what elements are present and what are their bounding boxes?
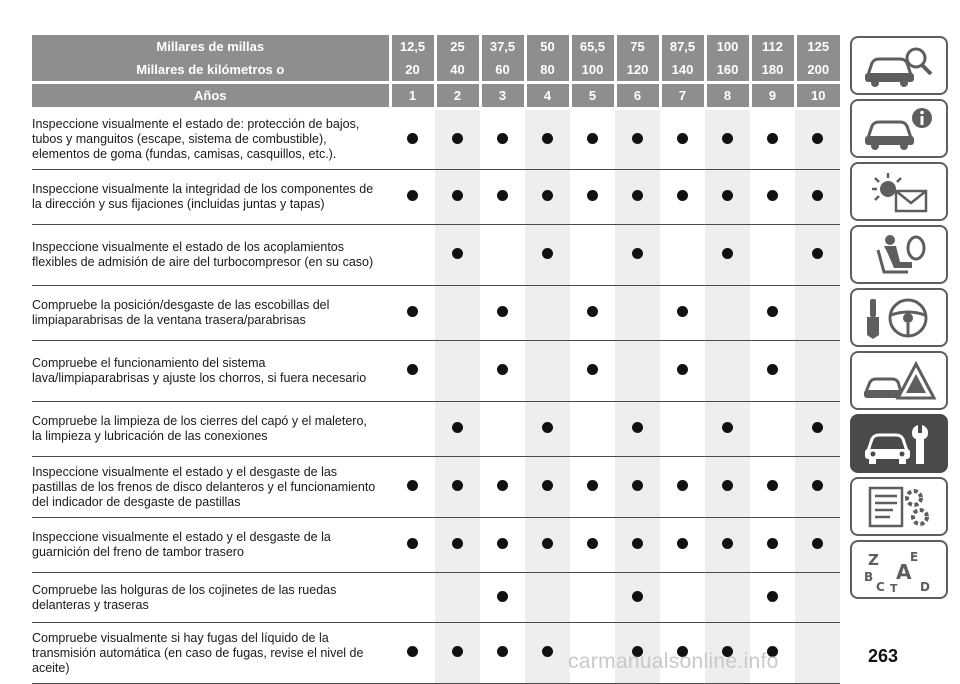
check-dot bbox=[542, 480, 553, 491]
check-dot bbox=[587, 480, 598, 491]
interval-cell bbox=[660, 457, 705, 518]
check-dot bbox=[452, 480, 463, 491]
table-row bbox=[32, 457, 840, 518]
check-dot bbox=[812, 480, 823, 491]
header-interval: 200 bbox=[795, 58, 840, 83]
interval-cell bbox=[525, 623, 570, 684]
interval-cell bbox=[660, 286, 705, 341]
interval-cell bbox=[705, 170, 750, 225]
check-dot bbox=[452, 190, 463, 201]
interval-cell bbox=[705, 341, 750, 402]
interval-cell bbox=[795, 170, 840, 225]
interval-cell bbox=[390, 573, 435, 623]
check-dot bbox=[452, 538, 463, 549]
check-dot bbox=[587, 538, 598, 549]
chapter-tab[interactable] bbox=[850, 414, 948, 473]
interval-cell bbox=[480, 225, 525, 286]
interval-cell bbox=[570, 225, 615, 286]
interval-cell bbox=[480, 457, 525, 518]
key-steering-wheel-icon bbox=[860, 295, 938, 341]
svg-text:B: B bbox=[864, 569, 874, 584]
check-dot bbox=[722, 133, 733, 144]
interval-cell bbox=[435, 341, 480, 402]
check-dot bbox=[767, 364, 778, 375]
interval-cell bbox=[525, 518, 570, 573]
table-row bbox=[32, 170, 840, 225]
interval-cell bbox=[615, 225, 660, 286]
chapter-tab[interactable] bbox=[850, 99, 948, 158]
header-interval: 80 bbox=[525, 58, 570, 83]
interval-cell bbox=[615, 109, 660, 170]
check-dot bbox=[452, 133, 463, 144]
interval-cell bbox=[525, 225, 570, 286]
interval-cell bbox=[570, 109, 615, 170]
interval-cell bbox=[660, 518, 705, 573]
check-dot bbox=[632, 480, 643, 491]
chapter-tab[interactable] bbox=[850, 477, 948, 536]
check-dot bbox=[812, 538, 823, 549]
check-dot bbox=[632, 591, 643, 602]
check-dot bbox=[677, 480, 688, 491]
interval-cell bbox=[750, 457, 795, 518]
interval-cell bbox=[390, 286, 435, 341]
interval-cell bbox=[435, 225, 480, 286]
check-dot bbox=[812, 248, 823, 259]
check-dot bbox=[452, 646, 463, 657]
header-interval: 112 bbox=[750, 35, 795, 58]
interval-cell bbox=[570, 170, 615, 225]
task-description: Compruebe la limpieza de los cierres del capó y el maletero, la limpieza y lubricación de las conexiones bbox=[32, 402, 390, 457]
interval-cell bbox=[390, 109, 435, 170]
check-dot bbox=[452, 422, 463, 433]
table-row bbox=[32, 402, 840, 457]
interval-cell bbox=[750, 573, 795, 623]
header-interval: 1 bbox=[390, 83, 435, 109]
watermark: carmanualsonline.info bbox=[568, 650, 779, 673]
data-gears-icon bbox=[860, 484, 938, 530]
table-row bbox=[32, 573, 840, 623]
interval-cell bbox=[390, 341, 435, 402]
check-dot bbox=[767, 133, 778, 144]
check-dot bbox=[497, 133, 508, 144]
header-interval: 125 bbox=[795, 35, 840, 58]
interval-cell bbox=[435, 573, 480, 623]
interval-cell bbox=[525, 457, 570, 518]
interval-cell bbox=[480, 341, 525, 402]
header-label: Millares de kilómetros o bbox=[32, 58, 390, 83]
check-dot bbox=[677, 538, 688, 549]
header-interval: 65,5 bbox=[570, 35, 615, 58]
check-dot bbox=[452, 248, 463, 259]
interval-cell bbox=[390, 170, 435, 225]
check-dot bbox=[767, 190, 778, 201]
check-dot bbox=[767, 480, 778, 491]
interval-cell bbox=[435, 518, 480, 573]
interval-cell bbox=[795, 286, 840, 341]
interval-cell bbox=[705, 225, 750, 286]
check-dot bbox=[497, 306, 508, 317]
interval-cell bbox=[705, 573, 750, 623]
check-dot bbox=[542, 538, 553, 549]
interval-cell bbox=[525, 109, 570, 170]
check-dot bbox=[407, 364, 418, 375]
header-label: Millares de millas bbox=[32, 35, 390, 58]
check-dot bbox=[497, 591, 508, 602]
header-interval: 20 bbox=[390, 58, 435, 83]
table-row bbox=[32, 518, 840, 573]
table-row bbox=[32, 225, 840, 286]
interval-cell bbox=[615, 518, 660, 573]
header-interval: 10 bbox=[795, 83, 840, 109]
svg-text:A: A bbox=[896, 559, 912, 584]
interval-cell bbox=[480, 402, 525, 457]
table-body bbox=[32, 109, 840, 684]
interval-cell bbox=[480, 109, 525, 170]
interval-cell bbox=[795, 225, 840, 286]
car-wrench-icon bbox=[860, 421, 938, 467]
check-dot bbox=[542, 646, 553, 657]
interval-cell bbox=[525, 402, 570, 457]
header-interval: 120 bbox=[615, 58, 660, 83]
check-dot bbox=[542, 248, 553, 259]
car-info-icon bbox=[860, 106, 938, 152]
header-label: Años bbox=[32, 83, 390, 109]
check-dot bbox=[632, 133, 643, 144]
chapter-tab[interactable] bbox=[850, 288, 948, 347]
header-interval: 100 bbox=[570, 58, 615, 83]
svg-text:C: C bbox=[876, 579, 885, 593]
interval-cell bbox=[390, 457, 435, 518]
check-dot bbox=[407, 306, 418, 317]
chapter-tab[interactable] bbox=[850, 351, 948, 410]
interval-cell bbox=[570, 341, 615, 402]
check-dot bbox=[497, 480, 508, 491]
chapter-tabs bbox=[850, 36, 948, 603]
interval-cell bbox=[705, 286, 750, 341]
interval-cell bbox=[795, 518, 840, 573]
check-dot bbox=[497, 646, 508, 657]
table-row bbox=[32, 109, 840, 170]
interval-cell bbox=[525, 573, 570, 623]
check-dot bbox=[812, 422, 823, 433]
task-description: Inspeccione visualmente el estado y el desgaste de la guarnición del freno de tambor trasero bbox=[32, 518, 390, 573]
interval-cell bbox=[705, 109, 750, 170]
interval-cell bbox=[795, 623, 840, 684]
interval-cell bbox=[795, 402, 840, 457]
interval-cell bbox=[525, 341, 570, 402]
interval-cell bbox=[660, 341, 705, 402]
header-interval: 180 bbox=[750, 58, 795, 83]
interval-cell bbox=[390, 518, 435, 573]
svg-text:E: E bbox=[910, 549, 919, 564]
check-dot bbox=[722, 190, 733, 201]
header-interval: 9 bbox=[750, 83, 795, 109]
check-dot bbox=[632, 538, 643, 549]
header-interval: 37,5 bbox=[480, 35, 525, 58]
check-dot bbox=[767, 306, 778, 317]
task-description: Inspeccione visualmente el estado de los acoplamientos flexibles de admisión de aire del turbocompresor (en su caso) bbox=[32, 225, 390, 286]
interval-cell bbox=[795, 109, 840, 170]
check-dot bbox=[407, 646, 418, 657]
interval-cell bbox=[480, 170, 525, 225]
interval-cell bbox=[750, 402, 795, 457]
interval-cell bbox=[660, 225, 705, 286]
interval-cell bbox=[435, 286, 480, 341]
task-description: Compruebe la posición/desgaste de las escobillas del limpiaparabrisas de la ventana trasera/parabrisas bbox=[32, 286, 390, 341]
table-row bbox=[32, 286, 840, 341]
check-dot bbox=[767, 538, 778, 549]
header-interval: 140 bbox=[660, 58, 705, 83]
check-dot bbox=[632, 248, 643, 259]
interval-cell bbox=[750, 225, 795, 286]
interval-cell bbox=[615, 402, 660, 457]
interval-cell bbox=[615, 170, 660, 225]
interval-cell bbox=[660, 170, 705, 225]
check-dot bbox=[812, 133, 823, 144]
page-number: 263 bbox=[868, 646, 899, 666]
warning-light-mail-icon bbox=[860, 169, 938, 215]
check-dot bbox=[407, 190, 418, 201]
header-interval: 50 bbox=[525, 35, 570, 58]
check-dot bbox=[407, 538, 418, 549]
interval-cell bbox=[660, 109, 705, 170]
chapter-tab[interactable] bbox=[850, 162, 948, 221]
check-dot bbox=[677, 190, 688, 201]
check-dot bbox=[407, 480, 418, 491]
check-dot bbox=[632, 422, 643, 433]
interval-cell bbox=[480, 623, 525, 684]
maintenance-schedule-table bbox=[32, 35, 840, 684]
header-interval: 2 bbox=[435, 83, 480, 109]
check-dot bbox=[587, 133, 598, 144]
task-description: Inspeccione visualmente el estado de: protección de bajos, tubos y manguitos (escape, sistema de combustible), elementos de goma (fundas, camisas, casquillos, etc.). bbox=[32, 109, 390, 170]
check-dot bbox=[722, 538, 733, 549]
car-search-icon bbox=[860, 43, 938, 89]
check-dot bbox=[542, 422, 553, 433]
check-dot bbox=[722, 422, 733, 433]
check-dot bbox=[587, 190, 598, 201]
task-description: Inspeccione visualmente la integridad de los componentes de la dirección y sus fijaciones (incluidas juntas y tapas) bbox=[32, 170, 390, 225]
interval-cell bbox=[525, 170, 570, 225]
check-dot bbox=[587, 306, 598, 317]
interval-cell bbox=[750, 341, 795, 402]
interval-cell bbox=[570, 457, 615, 518]
alphabet-index-icon bbox=[860, 547, 938, 593]
header-interval: 4 bbox=[525, 83, 570, 109]
interval-cell bbox=[705, 457, 750, 518]
interval-cell bbox=[660, 573, 705, 623]
header-interval: 40 bbox=[435, 58, 480, 83]
interval-cell bbox=[570, 286, 615, 341]
chapter-tab[interactable] bbox=[850, 36, 948, 95]
task-description: Compruebe el funcionamiento del sistema lava/limpiaparabrisas y ajuste los chorros, si fuera necesario bbox=[32, 341, 390, 402]
check-dot bbox=[767, 591, 778, 602]
interval-cell bbox=[750, 109, 795, 170]
interval-cell bbox=[750, 170, 795, 225]
check-dot bbox=[677, 306, 688, 317]
chapter-tab[interactable] bbox=[850, 540, 948, 599]
table-row bbox=[32, 341, 840, 402]
check-dot bbox=[632, 190, 643, 201]
interval-cell bbox=[390, 623, 435, 684]
interval-cell bbox=[615, 341, 660, 402]
interval-cell bbox=[660, 402, 705, 457]
header-interval: 60 bbox=[480, 58, 525, 83]
interval-cell bbox=[480, 286, 525, 341]
check-dot bbox=[677, 133, 688, 144]
interval-cell bbox=[795, 341, 840, 402]
interval-cell bbox=[390, 225, 435, 286]
svg-text:T: T bbox=[890, 581, 898, 593]
header-interval: 7 bbox=[660, 83, 705, 109]
check-dot bbox=[497, 364, 508, 375]
header-row bbox=[32, 58, 840, 83]
check-dot bbox=[812, 190, 823, 201]
header-interval: 25 bbox=[435, 35, 480, 58]
chapter-tab[interactable] bbox=[850, 225, 948, 284]
interval-cell bbox=[795, 457, 840, 518]
check-dot bbox=[497, 538, 508, 549]
interval-cell bbox=[615, 286, 660, 341]
seat-airbag-icon bbox=[860, 232, 938, 278]
interval-cell bbox=[435, 109, 480, 170]
header-row bbox=[32, 83, 840, 109]
check-dot bbox=[542, 190, 553, 201]
interval-cell bbox=[570, 573, 615, 623]
header-row bbox=[32, 35, 840, 58]
task-description: Inspeccione visualmente el estado y el desgaste de las pastillas de los frenos de disco delanteros y el funcionamiento del indicador de desgaste de pastillas bbox=[32, 457, 390, 518]
interval-cell bbox=[570, 402, 615, 457]
header-interval: 75 bbox=[615, 35, 660, 58]
header-interval: 6 bbox=[615, 83, 660, 109]
check-dot bbox=[677, 364, 688, 375]
interval-cell bbox=[750, 286, 795, 341]
interval-cell bbox=[750, 518, 795, 573]
interval-cell bbox=[435, 623, 480, 684]
check-dot bbox=[722, 248, 733, 259]
header-interval: 8 bbox=[705, 83, 750, 109]
interval-cell bbox=[570, 518, 615, 573]
header-interval: 3 bbox=[480, 83, 525, 109]
header-interval: 160 bbox=[705, 58, 750, 83]
interval-cell bbox=[435, 170, 480, 225]
interval-cell bbox=[390, 402, 435, 457]
car-breakdown-warning-icon bbox=[860, 358, 938, 404]
interval-cell bbox=[705, 518, 750, 573]
task-description: Compruebe visualmente si hay fugas del líquido de la transmisión automática (en caso de fugas, revise el nivel de aceite) bbox=[32, 623, 390, 684]
interval-cell bbox=[480, 518, 525, 573]
interval-cell bbox=[435, 457, 480, 518]
table-header bbox=[32, 35, 840, 109]
header-interval: 5 bbox=[570, 83, 615, 109]
interval-cell bbox=[525, 286, 570, 341]
interval-cell bbox=[435, 402, 480, 457]
header-interval: 87,5 bbox=[660, 35, 705, 58]
interval-cell bbox=[795, 573, 840, 623]
check-dot bbox=[407, 133, 418, 144]
interval-cell bbox=[480, 573, 525, 623]
check-dot bbox=[587, 364, 598, 375]
check-dot bbox=[542, 133, 553, 144]
svg-text:Z: Z bbox=[868, 550, 879, 569]
check-dot bbox=[497, 190, 508, 201]
svg-text:D: D bbox=[920, 579, 930, 593]
header-interval: 100 bbox=[705, 35, 750, 58]
check-dot bbox=[722, 480, 733, 491]
interval-cell bbox=[705, 402, 750, 457]
task-description: Compruebe las holguras de los cojinetes de las ruedas delanteras y traseras bbox=[32, 573, 390, 623]
interval-cell bbox=[615, 457, 660, 518]
interval-cell bbox=[615, 573, 660, 623]
header-interval: 12,5 bbox=[390, 35, 435, 58]
